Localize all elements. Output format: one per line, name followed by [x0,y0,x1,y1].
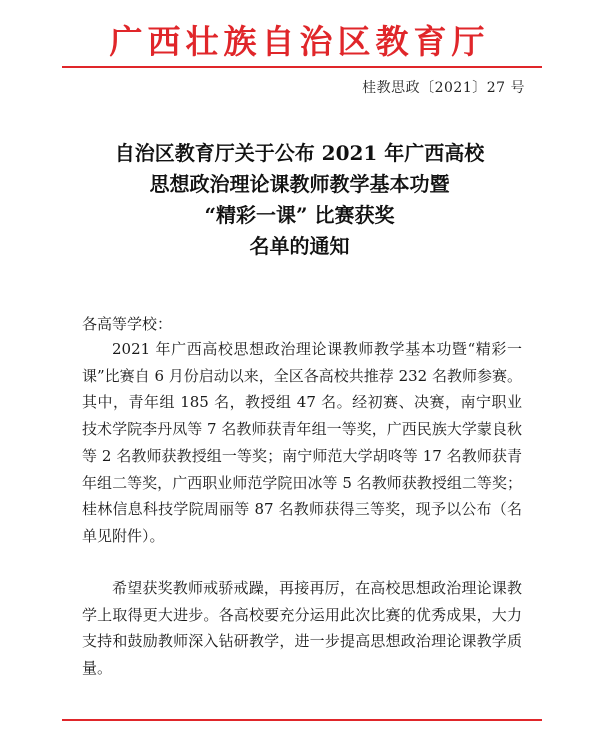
title-line-1: 自治区教育厅关于公布 2021 年广西高校 [114,141,485,165]
title-line-3: “精彩一课” 比赛获奖 [204,203,395,227]
body-paragraph-2: 希望获奖教师戒骄戒躁，再接再厉，在高校思想政治理论课教学上取得更大进步。各高校要充分运用此次比赛的优秀成果，大力支持和鼓励教师深入钻研教学，进一步提高思想政治理论课教学质量。 [82,579,522,678]
title-line-4: 名单的通知 [249,234,350,258]
red-header-rule [62,66,542,68]
issuing-authority-header: 广西壮族自治区教育厅 [109,22,490,61]
title-line-2: 思想政治理论课教师教学基本功暨 [149,172,450,196]
red-footer-rule [62,719,542,721]
document-title [0,138,599,262]
document-number: 桂教思政〔2021〕27 号 [362,80,525,96]
body-paragraph-1: 2021 年广西高校思想政治理论课教师教学基本功暨“精彩一课”比赛自 6 月份启动以来，全区各高校共推荐 232 名教师参赛。其中，青年组 185 名，教授组 47 名。经初赛、决赛，南宁职业技术学院李丹凤等 7 名教师获青年组一等奖，广西民族大学蒙良秋等 2 名教师获教授组一等奖；南宁师范大学胡咚等 17 名教师获青年组二等奖，广西职业师范学院田冰等 5 名教师获教授组二等奖；桂林信息科技学院周丽等 87 名教师获得三等奖，现予以公布（名单见附件）。 [82,340,522,545]
salutation: 各高等学校： [82,315,173,333]
